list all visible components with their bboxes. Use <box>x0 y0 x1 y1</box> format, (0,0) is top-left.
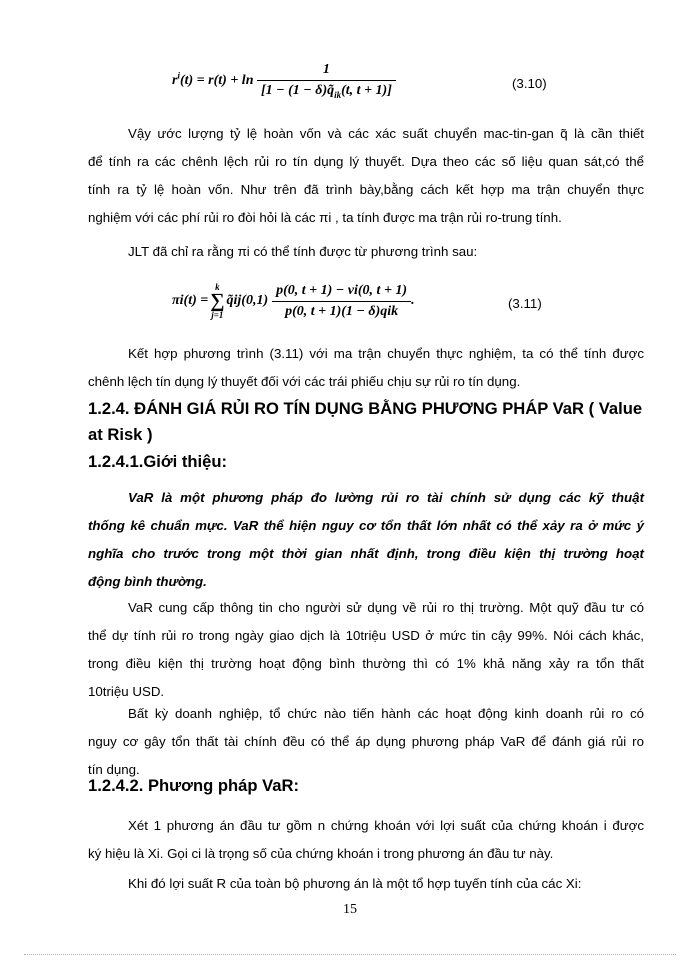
eq-denominator <box>257 81 396 100</box>
text-line: Kết hợp phương trình (3.11) với ma trận chuyển thực nghiệm, ta có thể tính được <box>128 346 644 361</box>
text-line: để tính ra các chênh lệch rủi ro tín dụng lý thuyết. Dựa theo các số liệu quan sát,có thể <box>88 154 644 169</box>
subsection-heading: 1.2.4.1.Giới thiệu: <box>88 452 228 471</box>
eq-fraction <box>257 62 396 100</box>
page-bottom-divider <box>24 954 676 955</box>
eq-numerator: p(0, t + 1) − vi(0, t + 1) <box>272 283 411 302</box>
sum-symbol: k ∑ j=1 <box>210 282 225 320</box>
text-line: ký hiệu là Xi. Gọi ci là trọng số của chứng khoán i trong phương án đầu tư này. <box>88 846 554 861</box>
sum-lower: j=1 <box>211 310 224 320</box>
eq-den-tail: (t, t + 1)] <box>341 83 392 98</box>
section-heading <box>88 396 648 448</box>
subsection-heading: 1.2.4.2. Phương pháp VaR: <box>88 776 300 795</box>
definition-paragraph <box>88 484 644 596</box>
eq-body: (t) = r(t) + ln <box>179 73 254 89</box>
equation-3-10 <box>172 62 396 100</box>
text-line: trong điều kiện thị trường hoạt động bình thường thì có 1% khả năng xảy ra tổn thất <box>88 656 644 671</box>
heading-line: at Risk ) <box>88 425 153 444</box>
text-line: tín dụng. <box>88 762 140 777</box>
text-line: thể dự tính rủi ro trong ngày giao dịch là 10triệu USD ở mức tin cậy 99%. Nói cách khác, <box>88 628 644 643</box>
text-line: JLT đã chỉ ra rằng πi có thể tính được từ phương trình sau: <box>128 244 478 259</box>
text-line: VaR cung cấp thông tin cho người sử dụng về rủi ro thị trường. Một quỹ đầu tư có <box>128 600 644 615</box>
equation-number: (3.10) <box>512 76 547 91</box>
text-line: động bình thường. <box>88 574 207 589</box>
paragraph <box>88 340 644 396</box>
text-line: Khi đó lợi suất R của toàn bộ phương án là một tổ hợp tuyến tính của các Xi: <box>128 876 582 891</box>
heading-line: 1.2.4. ĐÁNH GIÁ RỦI RO TÍN DỤNG BẰNG PHƯƠNG PHÁP VaR ( Value <box>88 399 643 418</box>
text-line: Bất kỳ doanh nghiệp, tổ chức nào tiến hành các hoạt động kinh doanh rủi ro có <box>128 706 644 721</box>
text-line: VaR là một phương pháp đo lường rủi ro tài chính sử dụng các kỹ thuật <box>128 490 644 505</box>
text-line: thống kê chuẩn mực. VaR thể hiện nguy cơ tổn thất lớn nhất có thể xảy ra ở mức ý <box>88 518 644 533</box>
equation-3-11: πi(t) = k ∑ j=1 q̃ij(0,1) $\frac{p(0, t + 1) - vi(0, t + 1)}{\text{p(0, t + 1)(1 − δ)qik}}$ . <box>172 282 415 320</box>
eq-den-sub: ik <box>334 89 342 100</box>
text-line: nghĩa cho trước trong một thời gian nhất định, trong điều kiện thị trường hoạt <box>88 546 644 561</box>
text-line: tính ra tỷ lệ hoàn vốn. Như trên đã trình bày,bằng cách kết hợp ma trận chuyển thực <box>88 182 644 197</box>
paragraph <box>88 700 644 784</box>
page-number: 15 <box>343 902 357 917</box>
text-line: nghiệm với các phí rủi ro đòi hỏi là các πi , ta tính được ma trận rủi ro-trung tính. <box>88 210 562 225</box>
eq-den-head: [1 − (1 − δ)q̃ <box>260 83 335 98</box>
eq-lhs: r <box>172 73 178 89</box>
sum-upper: k <box>215 282 220 292</box>
eq-fraction <box>272 283 411 320</box>
eq-lhs-sup: i <box>177 70 180 81</box>
eq-numerator: 1 <box>257 62 396 81</box>
text-line: Xét 1 phương án đầu tư gồm n chứng khoán với lợi suất của chứng khoán i được <box>128 818 644 833</box>
paragraph <box>88 812 644 868</box>
text-line: 10triệu USD. <box>88 684 165 699</box>
paragraph <box>88 120 644 232</box>
eq-term: q̃ij(0,1) <box>226 293 269 308</box>
text-line: Vậy ước lượng tỷ lệ hoàn vốn và các xác suất chuyển mac-tin-gan q̃ là cần thiết <box>128 126 644 141</box>
paragraph <box>88 870 644 898</box>
paragraph <box>88 238 644 266</box>
eq-lhs: πi(t) = <box>172 293 209 308</box>
eq-denominator: p(0, t + 1)(1 − δ)qik <box>285 303 399 319</box>
paragraph <box>88 594 644 706</box>
text-line: nguy cơ gây tổn thất tài chính đều có thể áp dụng phương pháp VaR để đánh giá rủi ro <box>88 734 644 749</box>
equation-number: (3.11) <box>508 296 542 311</box>
text-line: chênh lệch tín dụng lý thuyết đối với các trái phiếu chịu sự rủi ro tín dụng. <box>88 374 521 389</box>
